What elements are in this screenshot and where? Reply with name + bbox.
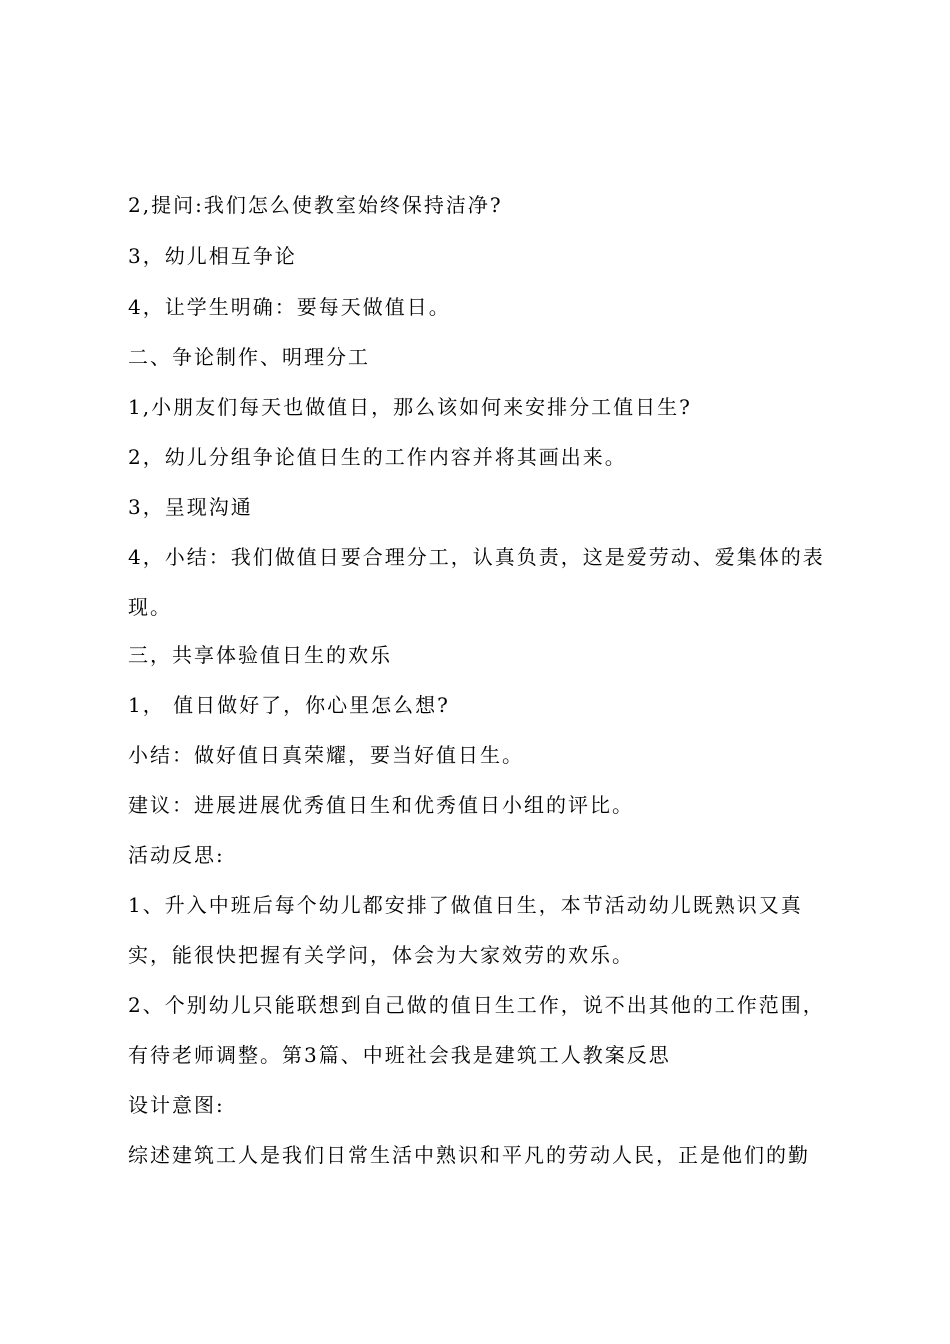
text-line: 现。 (128, 595, 172, 619)
text-line: 1,小朋友们每天也做值日，那么该如何来安排分工值日生? (128, 395, 692, 419)
text-line: 3，呈现沟通 (128, 495, 253, 519)
text-line: 综述建筑工人是我们日常生活中熟识和平凡的劳动人民，正是他们的勤 (128, 1143, 810, 1167)
section-heading: 三，共享体验值日生的欢乐 (128, 643, 392, 667)
text-line: 2，幼儿分组争论值日生的工作内容并将其画出来。 (128, 445, 627, 469)
text-line: 2、个别幼儿只能联想到自己做的值日生工作，说不出其他的工作范围， (128, 993, 825, 1017)
text-line: 3，幼儿相互争论 (128, 244, 297, 268)
text-line: 小结：做好值日真荣耀，要当好值日生。 (128, 743, 524, 767)
text-line: 2,提问:我们怎么使教室始终保持洁净? (128, 193, 503, 217)
section-heading: 设计意图: (128, 1093, 225, 1117)
text-line: 4，让学生明确：要每天做值日。 (128, 295, 451, 319)
section-heading: 二、争论制作、明理分工 (128, 345, 370, 369)
text-line: 1， 值日做好了，你心里怎么想? (128, 693, 450, 717)
text-line: 1、升入中班后每个幼儿都安排了做值日生，本节活动幼儿既熟识又真 (128, 893, 803, 917)
text-line: 实，能很快把握有关学问，体会为大家效劳的欢乐。 (128, 943, 634, 967)
text-line: 4，小结：我们做值日要合理分工，认真负责，这是爱劳动、爱集体的表 (128, 545, 825, 569)
section-heading: 活动反思: (128, 843, 225, 867)
text-line: 有待老师调整。第3篇、中班社会我是建筑工人教案反思 (128, 1043, 671, 1067)
text-line: 建议：进展进展优秀值日生和优秀值日小组的评比。 (128, 793, 634, 817)
